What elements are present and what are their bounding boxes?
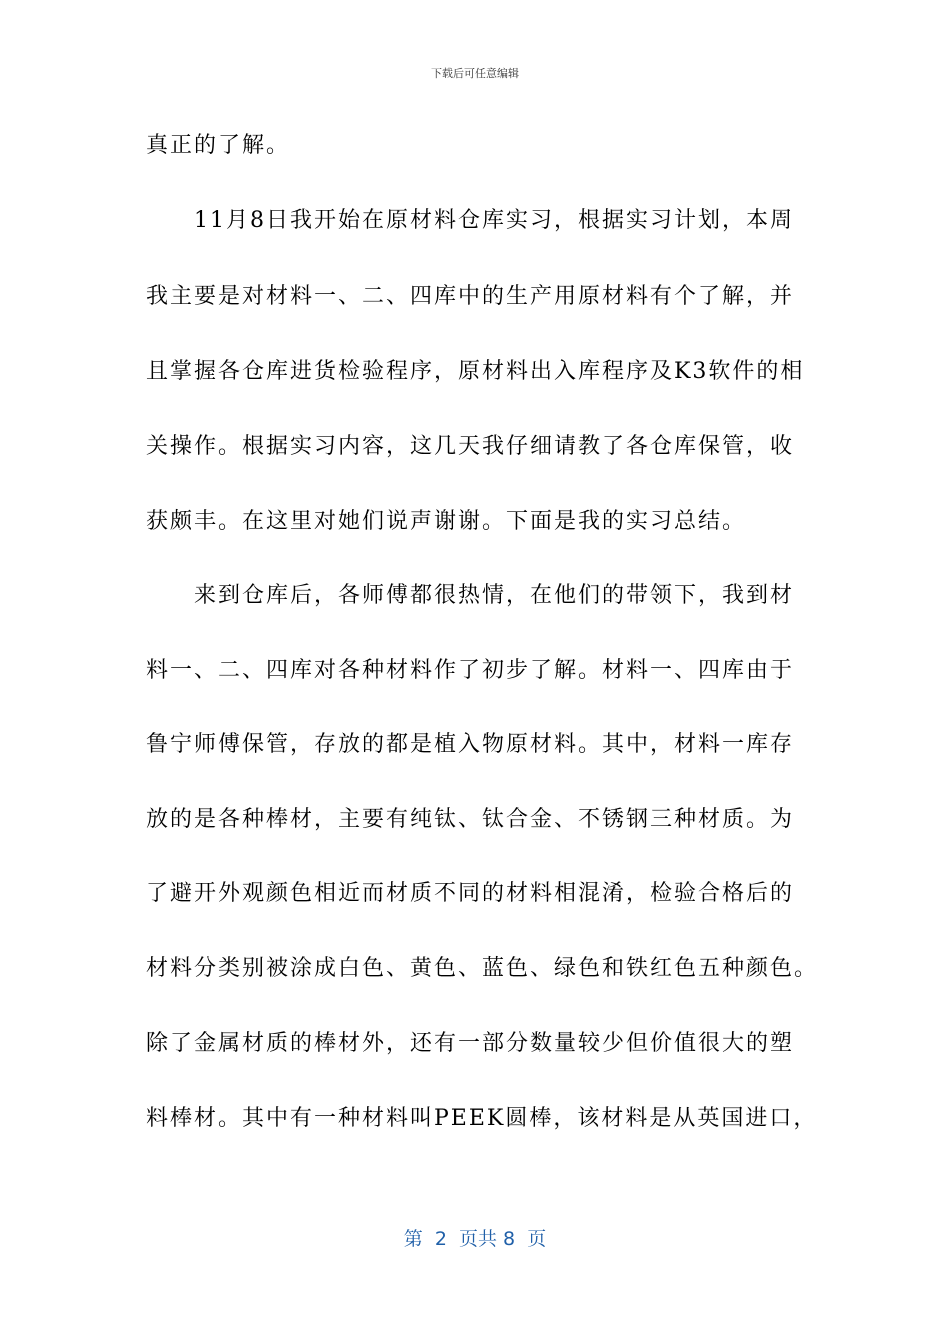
- text-line: 关操作。根据实习内容，这几天我仔细请教了各仓库保管，收: [146, 434, 795, 459]
- page-number-footer: 第 2 页共 8 页: [403, 1228, 547, 1250]
- text-line: 真正的了解。: [146, 133, 291, 158]
- text-line: 材料分类别被涂成白色、黄色、蓝色、绿色和铁红色五种颜色。: [146, 956, 819, 981]
- text-line: 料一、二、四库对各种材料作了初步了解。材料一、四库由于: [146, 658, 795, 683]
- text-line: 且掌握各仓库进货检验程序，原材料出入库程序及K3软件的相: [146, 359, 805, 384]
- text-line: 来到仓库后，各师傅都很热情，在他们的带领下，我到材: [194, 583, 795, 608]
- text-line: 获颇丰。在这里对她们说声谢谢。下面是我的实习总结。: [146, 509, 747, 534]
- text-line: 我主要是对材料一、二、四库中的生产用原材料有个了解，并: [146, 284, 795, 309]
- text-line: 了避开外观颜色相近而材质不同的材料相混淆，检验合格后的: [146, 881, 795, 906]
- text-line: 除了金属材质的棒材外，还有一部分数量较少但价值很大的塑: [146, 1031, 795, 1056]
- text-line: 11月8日我开始在原材料仓库实习，根据实习计划，本周: [194, 208, 794, 233]
- page-header: 下载后可任意编辑: [431, 67, 519, 80]
- text-line: 放的是各种棒材，主要有纯钛、钛合金、不锈钢三种材质。为: [146, 807, 795, 832]
- text-line: 鲁宁师傅保管，存放的都是植入物原材料。其中，材料一库存: [146, 732, 795, 757]
- text-line: 料棒材。其中有一种材料叫PEEK圆棒，该材料是从英国进口，: [146, 1106, 818, 1131]
